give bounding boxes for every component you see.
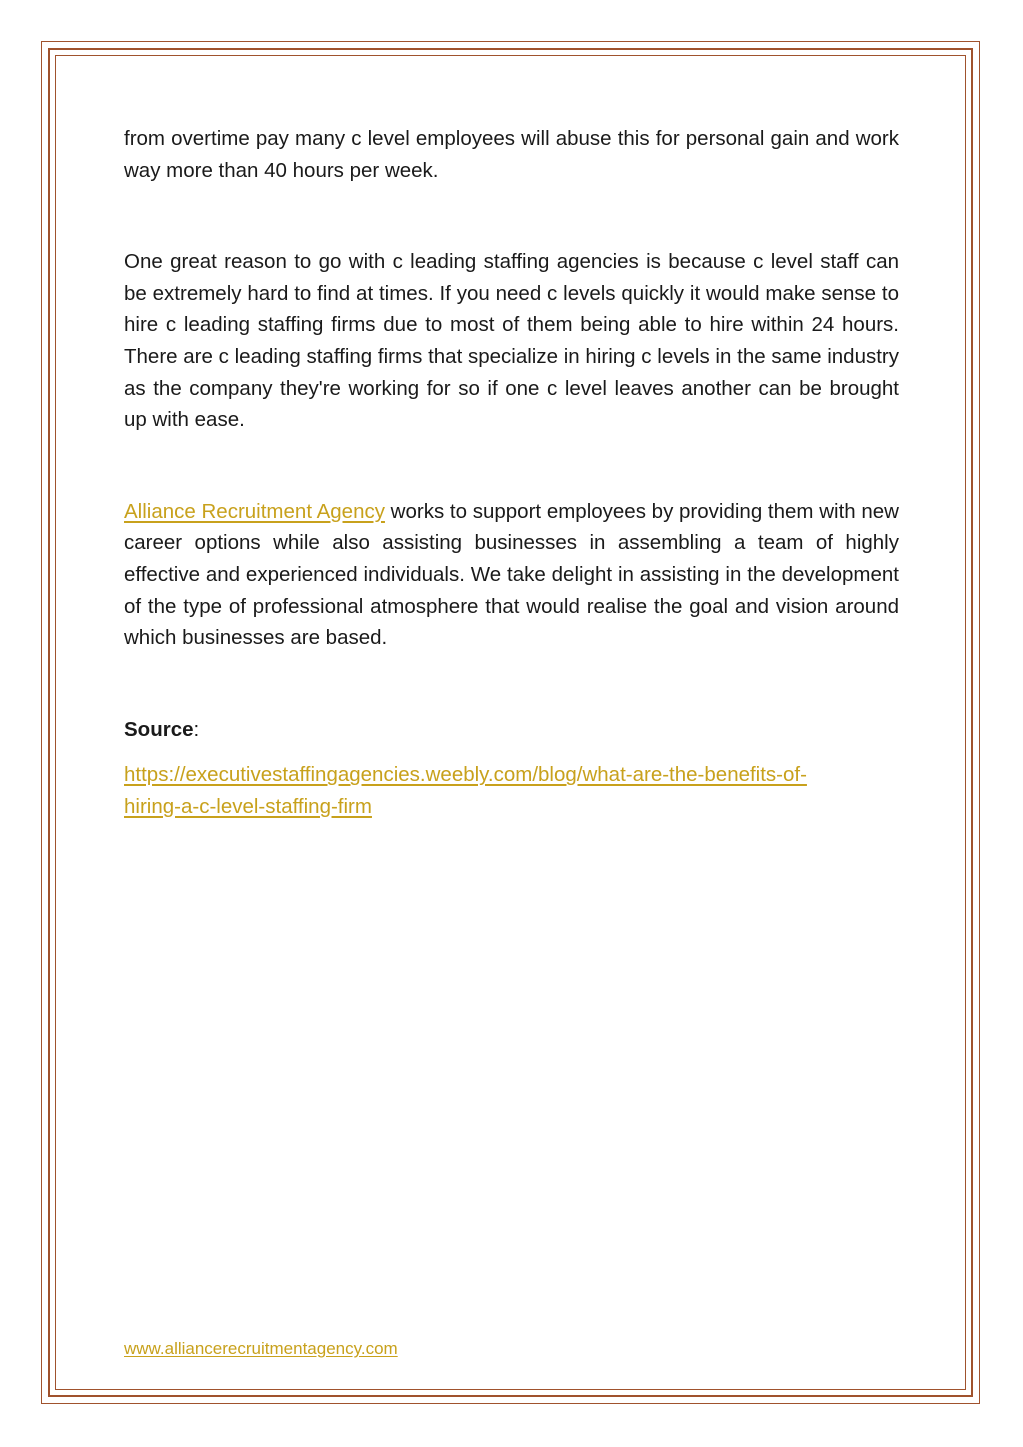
source-colon: :	[193, 717, 200, 741]
footer-website-link[interactable]: www.alliancerecruitmentagency.com	[124, 1339, 398, 1358]
source-url-link[interactable]	[124, 763, 807, 818]
source-url	[124, 759, 899, 822]
alliance-recruitment-link[interactable]: Alliance Recruitment Agency	[124, 499, 385, 523]
paragraph-alliance	[124, 496, 899, 654]
source-url-line-1: https://executivestaffingagencies.weebly.com/blog/what-are-the-benefits-of-	[124, 763, 807, 787]
source-heading	[124, 714, 899, 746]
document-body	[124, 123, 899, 823]
paragraph-alliance-text: works to support employees by providing them with new career options while also assisting businesses in assembling a team of highly effective and experienced individuals. We take delight in assisting in the development of the type of professional atmosphere that would realise the goal and vision around which businesses are based.	[124, 499, 899, 650]
paragraph-staffing-reasons: One great reason to go with c leading staffing agencies is because c level staff can be extremely hard to find at times. If you need c levels quickly it would make sense to hire c leading staffing firms due to most of them being able to hire within 24 hours. There are c leading staffing firms that specialize in hiring c levels in the same industry as the company they're working for so if one c level leaves another can be brought up with ease.	[124, 250, 899, 432]
source-label: Source	[124, 717, 194, 741]
source-url-line-2: hiring-a-c-level-staffing-firm	[124, 794, 372, 818]
paragraph-overtime: from overtime pay many c level employees will abuse this for personal gain and work way more than 40 hours per week.	[124, 127, 899, 182]
